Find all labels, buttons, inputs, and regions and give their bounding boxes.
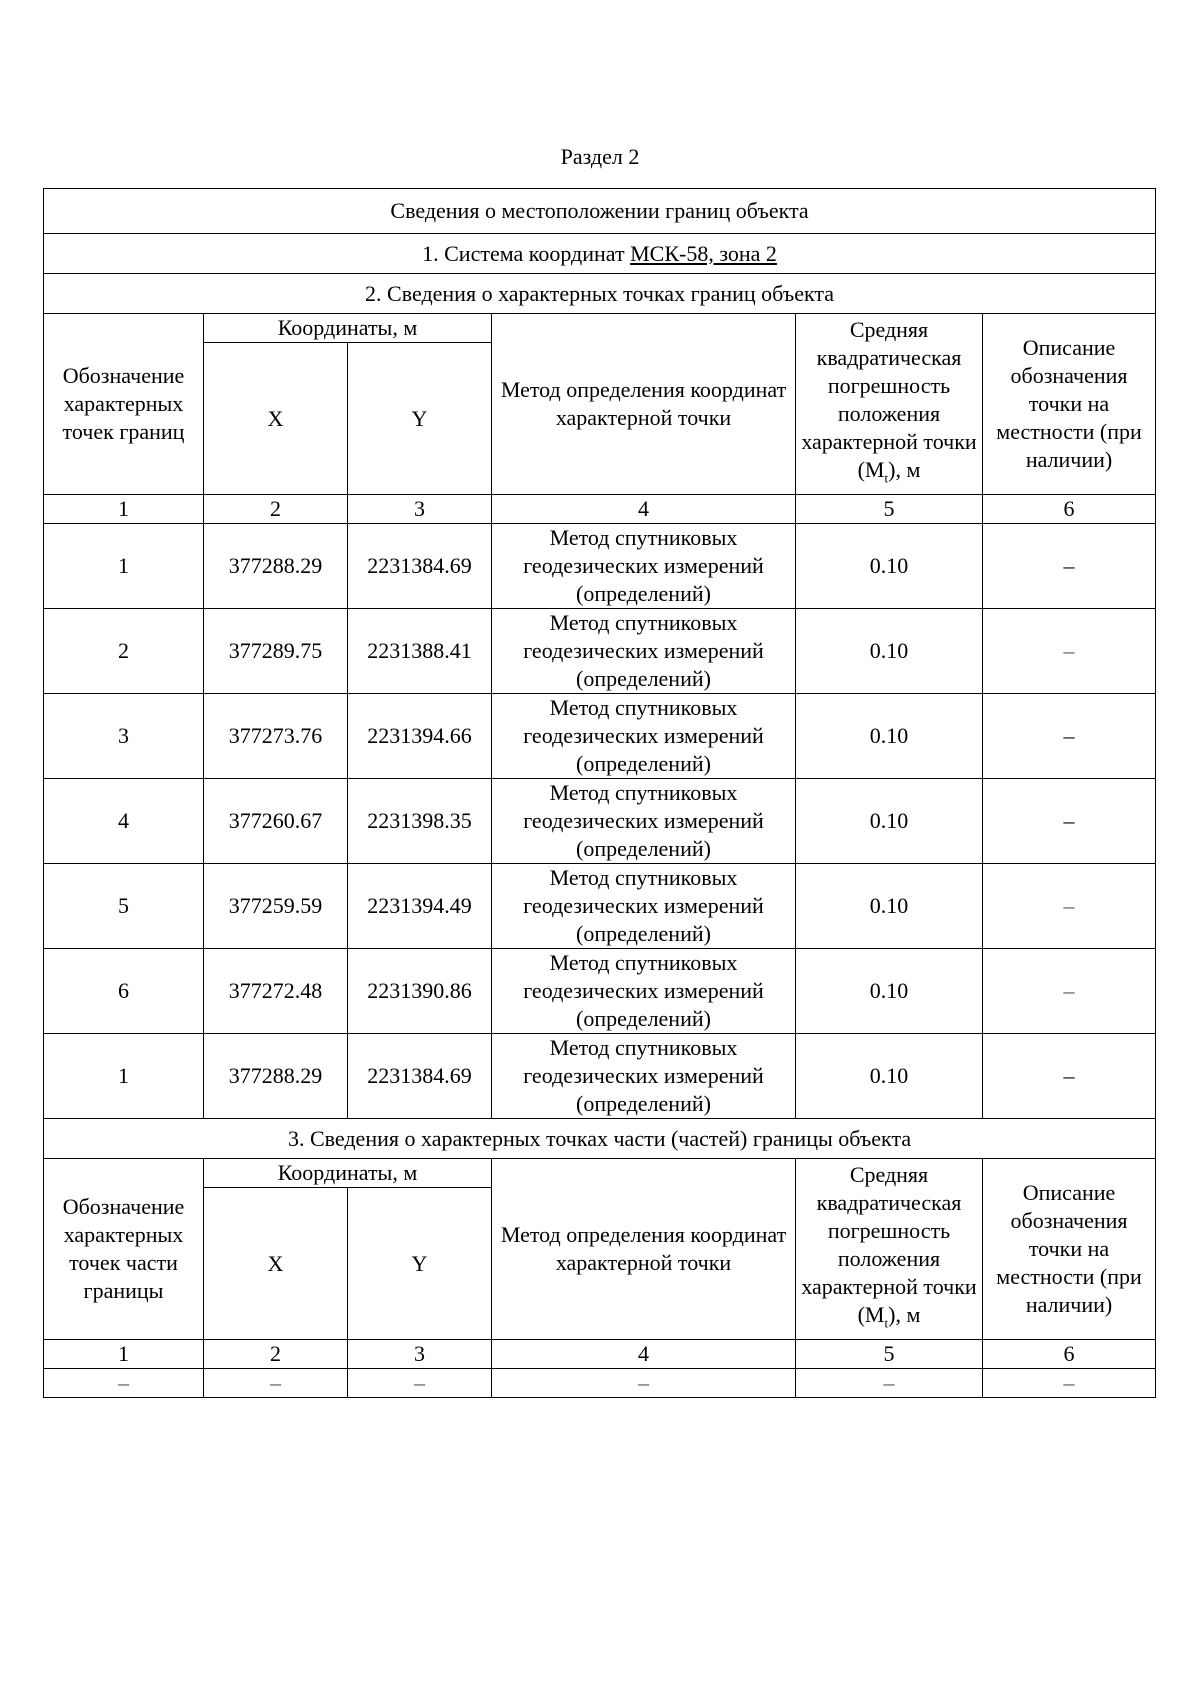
point-y: 2231384.69 <box>348 1034 492 1119</box>
part3-cell: – <box>796 1369 983 1398</box>
point-y: 2231388.41 <box>348 609 492 694</box>
table-row <box>44 779 1156 864</box>
point-id: 2 <box>44 609 204 694</box>
point-error: 0.10 <box>796 609 983 694</box>
header-error-sub: t <box>884 1315 889 1331</box>
section-title: Раздел 2 <box>560 144 640 169</box>
col-number: 5 <box>796 495 983 524</box>
col-number: 6 <box>983 1340 1156 1369</box>
point-description: – <box>983 524 1156 609</box>
point-description: – <box>983 949 1156 1034</box>
point-id: 1 <box>44 1034 204 1119</box>
header-error <box>796 314 983 495</box>
part3-cell: – <box>44 1369 204 1398</box>
table-row <box>44 1369 1156 1398</box>
part2-title: 2. Сведения о характерных точках границ объекта <box>44 274 1156 314</box>
table-row <box>44 694 1156 779</box>
part3-title: 3. Сведения о характерных точках части (частей) границы объекта <box>44 1119 1156 1159</box>
point-method: Метод спутниковых геодезических измерений (определений) <box>492 694 796 779</box>
point-id: 1 <box>44 524 204 609</box>
header-designation: Обозначение характерных точек границ <box>44 314 204 495</box>
point-id: 4 <box>44 779 204 864</box>
point-method: Метод спутниковых геодезических измерений (определений) <box>492 1034 796 1119</box>
header-error-sub: t <box>884 470 889 486</box>
coord-system-prefix: 1. Система координат <box>422 240 631 266</box>
point-description: – <box>983 779 1156 864</box>
point-y: 2231384.69 <box>348 524 492 609</box>
point-description: – <box>983 1034 1156 1119</box>
point-method: Метод спутниковых геодезических измерений (определений) <box>492 779 796 864</box>
point-x: 377260.67 <box>204 779 348 864</box>
point-description: – <box>983 864 1156 949</box>
point-id: 5 <box>44 864 204 949</box>
point-error: 0.10 <box>796 949 983 1034</box>
col-number: 6 <box>983 495 1156 524</box>
point-method: Метод спутниковых геодезических измерений (определений) <box>492 524 796 609</box>
point-y: 2231394.49 <box>348 864 492 949</box>
header-description: Описание обозначения точки на местности (при наличии) <box>983 1159 1156 1340</box>
point-x: 377259.59 <box>204 864 348 949</box>
point-x: 377289.75 <box>204 609 348 694</box>
column-numbers-row <box>44 1340 1156 1369</box>
point-error: 0.10 <box>796 524 983 609</box>
point-x: 377272.48 <box>204 949 348 1034</box>
header-error-main: Средняя квадратическая погрешность положения характерной точки (M <box>801 1161 977 1327</box>
table-row <box>44 609 1156 694</box>
point-id: 3 <box>44 694 204 779</box>
header-error-tail: ), м <box>888 1301 921 1327</box>
column-numbers-row <box>44 495 1156 524</box>
part3-cell: – <box>983 1369 1156 1398</box>
part3-cell: – <box>204 1369 348 1398</box>
boundary-table <box>43 188 1156 1398</box>
header-error <box>796 1159 983 1340</box>
coord-system-value: МСК-58, зона 2 <box>630 240 777 266</box>
point-description: – <box>983 609 1156 694</box>
col-number: 2 <box>204 495 348 524</box>
table-title: Сведения о местоположении границ объекта <box>44 189 1156 234</box>
table-row <box>44 524 1156 609</box>
header-coordinates: Координаты, м <box>204 1159 492 1188</box>
col-number: 1 <box>44 1340 204 1369</box>
part3-cell: – <box>492 1369 796 1398</box>
header-x: X <box>204 343 348 495</box>
header-y: Y <box>348 343 492 495</box>
point-description: – <box>983 694 1156 779</box>
point-method: Метод спутниковых геодезических измерений (определений) <box>492 609 796 694</box>
point-x: 377288.29 <box>204 1034 348 1119</box>
header-method: Метод определения координат характерной точки <box>492 314 796 495</box>
col-number: 1 <box>44 495 204 524</box>
header-description: Описание обозначения точки на местности (при наличии) <box>983 314 1156 495</box>
col-number: 2 <box>204 1340 348 1369</box>
col-number: 4 <box>492 1340 796 1369</box>
col-number: 3 <box>348 495 492 524</box>
header-x: X <box>204 1188 348 1340</box>
col-number: 3 <box>348 1340 492 1369</box>
coord-system-row <box>44 234 1156 274</box>
point-error: 0.10 <box>796 779 983 864</box>
point-y: 2231390.86 <box>348 949 492 1034</box>
point-y: 2231394.66 <box>348 694 492 779</box>
header-designation: Обозначение характерных точек части границы <box>44 1159 204 1340</box>
part3-cell: – <box>348 1369 492 1398</box>
col-number: 4 <box>492 495 796 524</box>
point-id: 6 <box>44 949 204 1034</box>
header-error-main: Средняя квадратическая погрешность положения характерной точки (M <box>801 316 977 482</box>
col-number: 5 <box>796 1340 983 1369</box>
header-coordinates: Координаты, м <box>204 314 492 343</box>
point-error: 0.10 <box>796 1034 983 1119</box>
header-y: Y <box>348 1188 492 1340</box>
table-row <box>44 1034 1156 1119</box>
header-method: Метод определения координат характерной точки <box>492 1159 796 1340</box>
table-row <box>44 864 1156 949</box>
point-error: 0.10 <box>796 864 983 949</box>
table-row <box>44 949 1156 1034</box>
point-y: 2231398.35 <box>348 779 492 864</box>
point-error: 0.10 <box>796 694 983 779</box>
point-method: Метод спутниковых геодезических измерений (определений) <box>492 949 796 1034</box>
point-x: 377288.29 <box>204 524 348 609</box>
point-method: Метод спутниковых геодезических измерений (определений) <box>492 864 796 949</box>
point-x: 377273.76 <box>204 694 348 779</box>
header-error-tail: ), м <box>888 456 921 482</box>
